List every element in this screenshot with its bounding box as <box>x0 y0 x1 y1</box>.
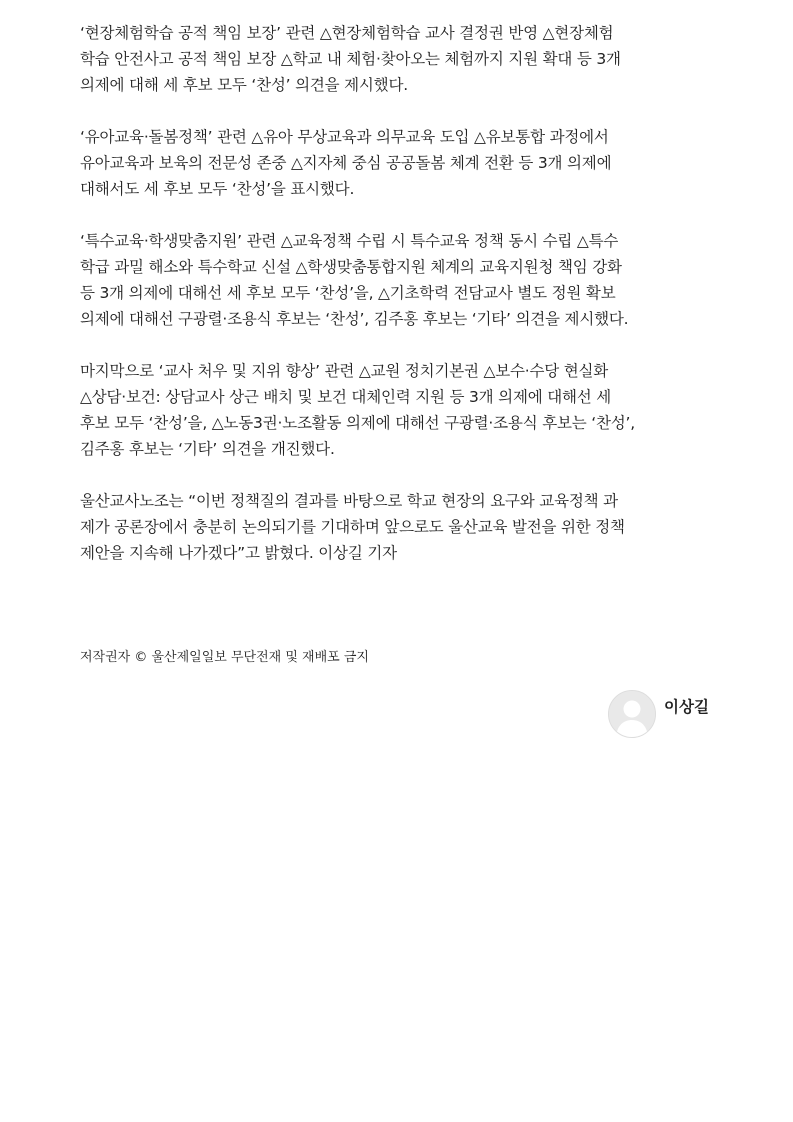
paragraph-line: 의제에 대해 세 후보 모두 ‘찬성’ 의견을 제시했다. <box>80 76 408 94</box>
user-silhouette-icon <box>608 690 656 738</box>
article-paragraph-5 <box>80 488 720 566</box>
paragraph-line: 학습 안전사고 공적 책임 보장 △학교 내 체험·찾아오는 체험까지 지원 확대 등 3개 <box>80 50 621 68</box>
paragraph-spacer <box>80 462 720 488</box>
paragraph-line: 마지막으로 ‘교사 처우 및 지위 향상’ 관련 △교원 정치기본권 △보수·수당 현실화 <box>80 362 609 380</box>
paragraph-spacer <box>80 98 720 124</box>
article-paragraph-2 <box>80 124 720 202</box>
paragraph-spacer <box>80 202 720 228</box>
article-paragraph-1 <box>80 20 720 98</box>
paragraph-line: 의제에 대해선 구광렬·조용식 후보는 ‘찬성’, 김주홍 후보는 ‘기타’ 의견을 제시했다. <box>80 310 629 328</box>
paragraph-line: ‘특수교육·학생맞춤지원’ 관련 △교육정책 수립 시 특수교육 정책 동시 수립 △특수 <box>80 232 619 250</box>
paragraph-line: 학급 과밀 해소와 특수학교 신설 △학생맞춤통합지원 체계의 교육지원청 책임 강화 <box>80 258 622 276</box>
paragraph-line: 김주홍 후보는 ‘기타’ 의견을 개진했다. <box>80 440 335 458</box>
paragraph-line: 제가 공론장에서 충분히 논의되기를 기대하며 앞으로도 울산교육 발전을 위한 정책 <box>80 518 625 536</box>
paragraph-line: ‘현장체험학습 공적 책임 보장’ 관련 △현장체험학습 교사 결정권 반영 △현장체험 <box>80 24 614 42</box>
paragraph-spacer <box>80 332 720 358</box>
paragraph-line: 후보 모두 ‘찬성’을, △노동3권·노조활동 의제에 대해선 구광렬·조용식 후보는 ‘찬성’, <box>80 414 635 432</box>
paragraph-line: 제안을 지속해 나가겠다”고 밝혔다. 이상길 기자 <box>80 544 397 562</box>
author-name[interactable]: 이상길 <box>664 698 709 716</box>
paragraph-line: 유아교육과 보육의 전문성 존중 △지자체 중심 공공돌봄 체계 전환 등 3개 의제에 <box>80 154 612 172</box>
paragraph-line: 울산교사노조는 “이번 정책질의 결과를 바탕으로 학교 현장의 요구와 교육정책 과 <box>80 492 618 510</box>
paragraph-line: ‘유아교육·돌봄정책’ 관련 △유아 무상교육과 의무교육 도입 △유보통합 과정에서 <box>80 128 609 146</box>
copyright-notice: 저작권자 © 울산제일일보 무단전재 및 재배포 금지 <box>80 650 369 665</box>
article-paragraph-3 <box>80 228 720 332</box>
article-paragraph-4 <box>80 358 720 462</box>
article-body <box>80 20 720 566</box>
paragraph-line: △상담·보건: 상담교사 상근 배치 및 보건 대체인력 지원 등 3개 의제에 대해선 세 <box>80 388 612 406</box>
paragraph-line: 대해서도 세 후보 모두 ‘찬성’을 표시했다. <box>80 180 355 198</box>
paragraph-line: 등 3개 의제에 대해선 세 후보 모두 ‘찬성’을, △기초학력 전담교사 별도 정원 확보 <box>80 284 616 302</box>
